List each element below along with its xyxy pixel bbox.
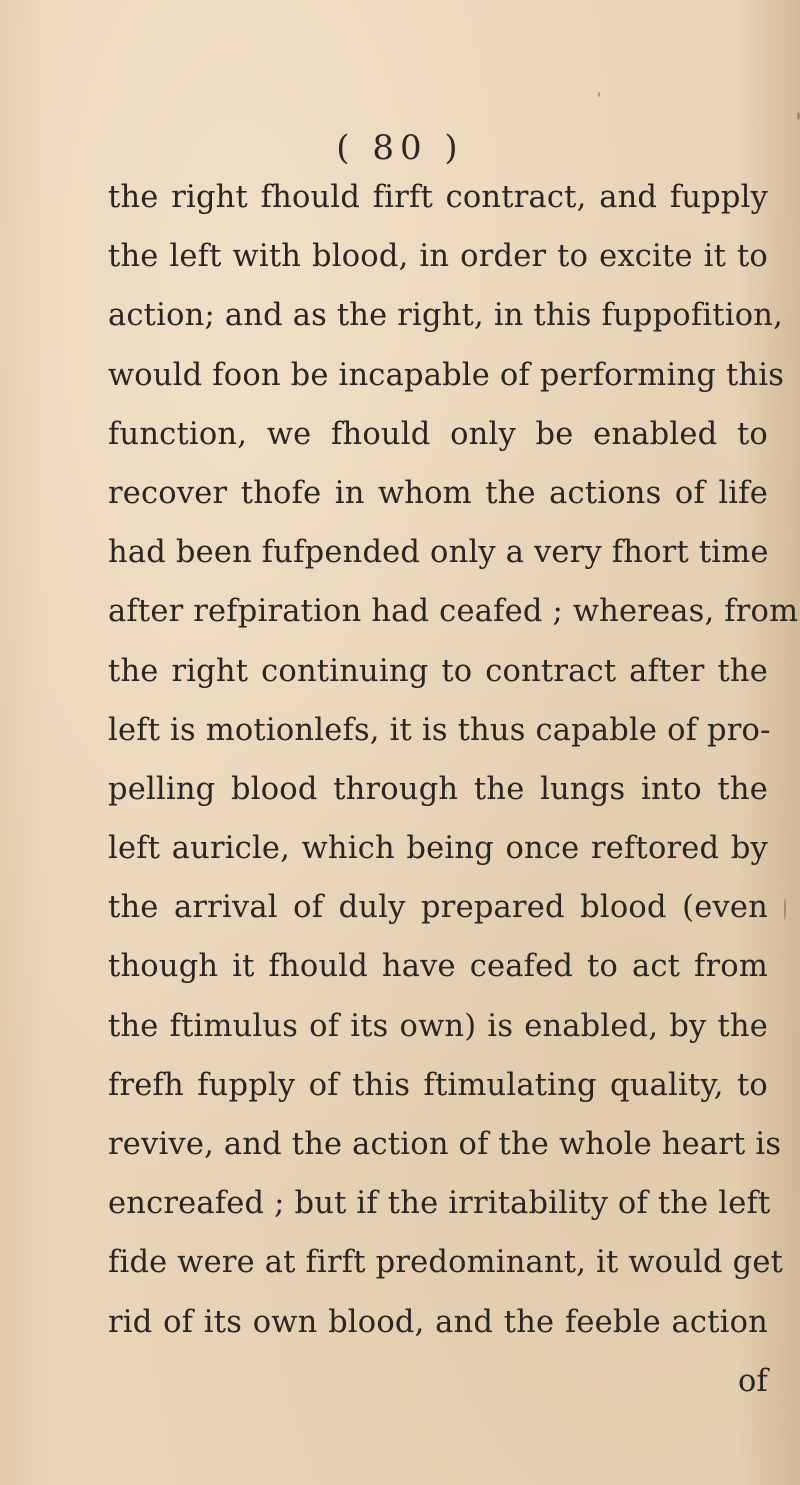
text-line: left is motionlefs, it is thus capable of pro- xyxy=(108,712,771,748)
text-line: action; and as the right, in this fuppofition, xyxy=(108,298,784,334)
paper-speck xyxy=(598,92,600,97)
text-line: the arrival of duly prepared blood (even xyxy=(108,890,768,926)
paper-speck xyxy=(784,898,786,920)
text-line: though it fhould have ceafed to act from xyxy=(108,949,768,985)
text-line: revive, and the action of the whole heart is xyxy=(108,1127,782,1162)
text-line: the right fhould firft contract, and fupply xyxy=(108,180,768,215)
text-line: recover thofe in whom the actions of life xyxy=(108,475,768,511)
text-line: rid of its own blood, and the feeble action xyxy=(108,1304,768,1340)
text-line: the right continuing to contract after the xyxy=(108,653,768,689)
body-text xyxy=(108,168,799,1411)
catchword: of xyxy=(737,1363,768,1399)
text-line: function, we fhould only be enabled to xyxy=(108,416,768,452)
text-line: after refpiration had ceafed ; whereas, from xyxy=(108,594,799,630)
text-line: encreafed ; but if the irritability of the left xyxy=(108,1186,771,1222)
text-line: pelling blood through the lungs into the xyxy=(108,771,768,807)
text-line: fide were at firft predominant, it would get xyxy=(108,1245,784,1281)
text-line: would foon be incapable of performing this xyxy=(108,357,785,393)
text-line: the left with blood, in order to excite it to xyxy=(108,239,768,275)
text-line: had been fufpended only a very fhort time xyxy=(108,535,769,571)
text-line: the ftimulus of its own) is enabled, by the xyxy=(108,1008,768,1044)
page-number: ( 80 ) xyxy=(336,128,464,168)
text-line: frefh fupply of this ftimulating quality, to xyxy=(108,1067,768,1103)
text-line: left auricle, which being once reftored by xyxy=(108,831,768,867)
